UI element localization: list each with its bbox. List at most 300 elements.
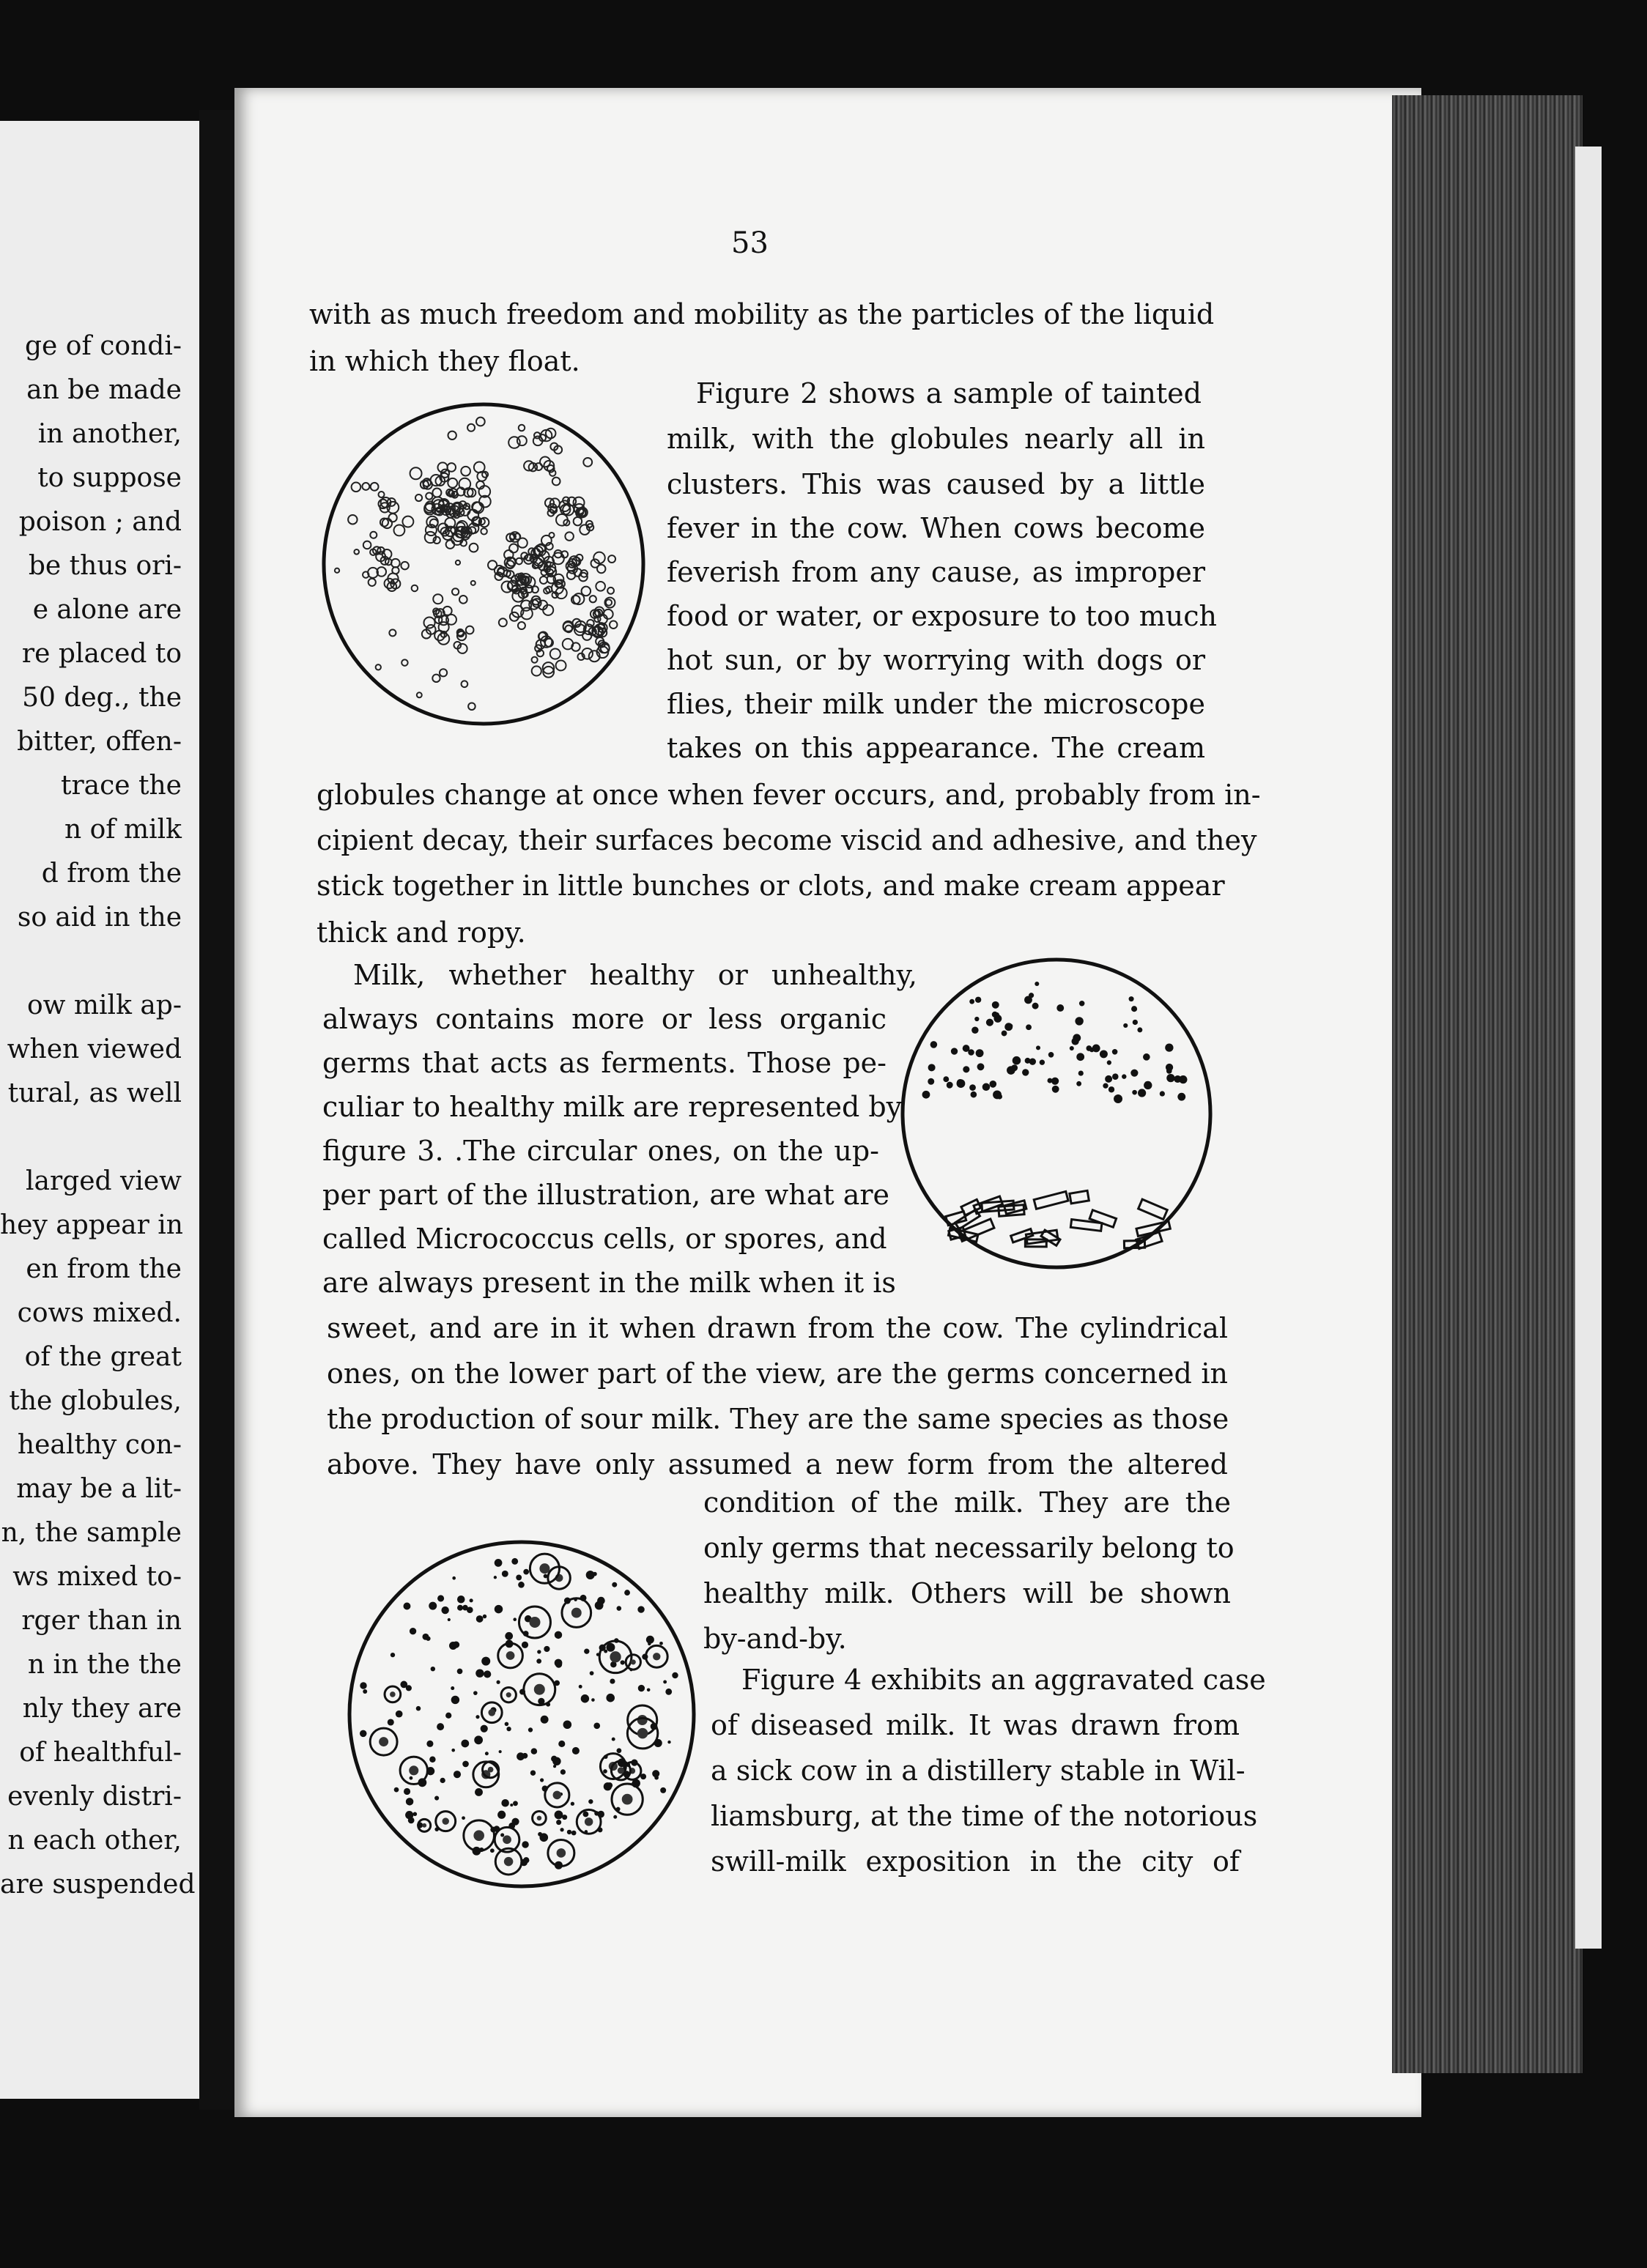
illustration-mark <box>451 1696 459 1704</box>
left-line: nly they are <box>22 1694 182 1724</box>
left-line: be thus ori- <box>28 551 182 581</box>
illustration-mark <box>1029 1058 1036 1064</box>
illustration-mark <box>586 1571 595 1579</box>
illustration-mark <box>1076 1081 1081 1086</box>
illustration-mark <box>506 1692 511 1697</box>
illustration-mark <box>452 1576 456 1580</box>
illustration-mark <box>437 1595 444 1601</box>
illustration-mark <box>412 585 418 592</box>
illustration-mark <box>532 657 538 663</box>
illustration-mark <box>617 1606 622 1611</box>
illustration-mark <box>618 1767 624 1774</box>
illustration-mark <box>582 631 591 640</box>
illustration-mark <box>951 1048 958 1054</box>
left-line: cows mixed. <box>17 1298 182 1328</box>
illustration-mark <box>654 1776 659 1780</box>
illustration-mark <box>388 1719 394 1725</box>
illustration-mark <box>579 1685 582 1689</box>
illustration-mark <box>494 1576 497 1579</box>
illustration-mark <box>504 1857 513 1866</box>
illustration-mark <box>1075 1017 1083 1025</box>
illustration-mark <box>429 1602 437 1610</box>
illustration-mark <box>608 555 615 563</box>
text-line: Milk, whether healthy or unhealthy, <box>353 959 917 991</box>
illustration-mark <box>1123 1023 1128 1028</box>
illustration-mark <box>497 1811 506 1819</box>
illustration-mark <box>986 1019 993 1026</box>
left-line: an be made <box>26 375 182 405</box>
illustration-mark <box>665 1689 672 1695</box>
illustration-mark <box>467 1606 473 1613</box>
illustration-mark <box>473 1691 478 1695</box>
illustration-mark <box>572 1747 580 1754</box>
illustration-mark <box>553 1765 556 1768</box>
illustration-mark <box>606 1694 615 1702</box>
illustration-mark <box>1048 1078 1053 1083</box>
left-line: to suppose <box>37 463 182 493</box>
illustration-mark <box>371 483 379 491</box>
illustration-mark <box>448 478 457 488</box>
text-line: food or water, or exposure to too much <box>667 600 1217 632</box>
illustration-mark <box>969 999 974 1004</box>
illustration-mark <box>555 1810 563 1819</box>
illustration-mark <box>553 1791 562 1800</box>
illustration-mark <box>406 1685 412 1691</box>
left-line: when viewed <box>7 1034 182 1064</box>
illustration-mark <box>500 1833 504 1837</box>
illustration-mark <box>590 596 596 602</box>
illustration-mark <box>451 1686 454 1690</box>
illustration-mark <box>390 1691 396 1697</box>
illustration-mark <box>456 560 460 565</box>
illustration-mark <box>522 1753 528 1759</box>
illustration-mark <box>422 1823 426 1828</box>
illustration-mark <box>1052 1086 1059 1093</box>
left-line: n each other, <box>7 1826 182 1856</box>
illustration-mark <box>481 528 486 534</box>
text-line: a sick cow in a distillery stable in Wil- <box>711 1754 1246 1787</box>
illustration-mark <box>410 1776 413 1780</box>
illustration-mark <box>993 1090 1002 1099</box>
illustration-mark <box>560 1828 563 1831</box>
illustration-mark <box>546 562 550 566</box>
left-line: en from the <box>26 1254 182 1284</box>
left-line: trace the <box>60 771 182 801</box>
illustration-mark <box>922 1091 930 1099</box>
illustration-mark <box>405 1811 413 1819</box>
text-line: healthy milk. Others will be shown <box>703 1577 1231 1609</box>
illustration-mark <box>543 605 553 615</box>
left-line: of the great <box>24 1342 182 1372</box>
illustration-mark <box>557 1848 566 1858</box>
illustration-mark <box>471 581 475 585</box>
illustration-mark <box>516 558 522 565</box>
text-line: flies, their milk under the microscope <box>667 688 1205 720</box>
text-line: globules change at once when fever occurs, and, probably from in- <box>317 779 1261 811</box>
illustration-mark <box>648 1642 651 1645</box>
illustration-mark <box>363 541 371 549</box>
illustration-mark <box>499 618 507 626</box>
illustration-mark <box>930 1041 938 1048</box>
left-page-text <box>0 0 199 2268</box>
illustration-mark <box>1144 1081 1152 1089</box>
illustration-mark <box>587 620 593 626</box>
text-line: sweet, and are in it when drawn from the cow. The cylindrical <box>327 1312 1228 1344</box>
text-line: stick together in little bunches or clots, and make cream appear <box>317 870 1225 902</box>
illustration-mark <box>1078 1070 1084 1075</box>
illustration-mark <box>447 463 456 472</box>
illustration-mark <box>538 1832 542 1837</box>
illustration-mark <box>552 478 560 486</box>
illustration-mark <box>660 1787 666 1793</box>
illustration-mark <box>1174 1075 1181 1083</box>
illustration-mark <box>622 1794 633 1805</box>
illustration-mark <box>495 1605 503 1613</box>
illustration-mark <box>503 1835 511 1844</box>
illustration-mark <box>454 1771 461 1778</box>
text-line: above. They have only assumed a new form from the altered <box>327 1448 1228 1480</box>
illustration-mark <box>556 1820 561 1825</box>
left-line: ws mixed to- <box>12 1562 182 1592</box>
illustration-mark <box>647 1688 651 1691</box>
illustration-mark <box>452 588 459 595</box>
illustration-mark <box>352 482 361 492</box>
text-line: hot sun, or by worrying with dogs or <box>667 644 1205 676</box>
text-line: swill-milk exposition in the city of <box>711 1845 1240 1878</box>
illustration-mark <box>424 617 435 628</box>
illustration-mark <box>976 1049 984 1057</box>
figure-3-microscope-view <box>895 952 1218 1275</box>
illustration-mark <box>518 622 525 629</box>
illustration-mark <box>537 1816 542 1821</box>
illustration-mark <box>1112 1049 1118 1055</box>
illustration-mark <box>551 1756 557 1762</box>
illustration-mark <box>603 1769 607 1774</box>
left-line: so aid in the <box>17 903 182 933</box>
illustration-mark <box>982 1083 991 1092</box>
illustration-mark <box>506 1727 511 1731</box>
illustration-mark <box>401 562 408 569</box>
illustration-mark <box>563 639 573 649</box>
text-line: clusters. This was caused by a little <box>667 468 1205 500</box>
illustration-mark <box>522 1841 528 1848</box>
illustration-mark <box>523 1569 529 1575</box>
illustration-mark <box>555 1631 562 1639</box>
illustration-mark <box>1072 1037 1079 1045</box>
illustration-mark <box>1092 1045 1100 1053</box>
illustration-mark <box>1040 1060 1045 1065</box>
illustration-mark <box>528 1727 533 1732</box>
illustration-mark <box>565 532 573 540</box>
illustration-mark <box>440 669 447 676</box>
left-line: hey appear in <box>0 1210 183 1240</box>
illustration-mark <box>560 1769 566 1774</box>
illustration-mark <box>1013 1056 1021 1065</box>
illustration-mark <box>1076 1053 1084 1061</box>
illustration-mark <box>391 559 400 568</box>
illustration-mark <box>1160 1091 1165 1096</box>
left-line: bitter, offen- <box>17 727 182 757</box>
illustration-mark <box>1112 1073 1119 1080</box>
illustration-mark <box>558 1741 565 1747</box>
illustration-mark <box>517 436 527 445</box>
illustration-mark <box>1143 1053 1150 1061</box>
illustration-mark <box>474 462 485 472</box>
illustration-mark <box>422 1634 429 1640</box>
illustration-mark <box>989 1081 996 1088</box>
left-line: in another, <box>37 419 182 449</box>
illustration-mark <box>468 703 475 710</box>
illustration-mark <box>401 659 407 665</box>
illustration-mark <box>396 1711 403 1718</box>
illustration-mark <box>516 1575 522 1581</box>
illustration-mark <box>567 1830 571 1834</box>
illustration-mark <box>1131 1006 1137 1012</box>
illustration-mark <box>513 1617 517 1621</box>
illustration-mark <box>1166 1064 1173 1071</box>
illustration-mark <box>969 1084 976 1091</box>
illustration-mark <box>476 1615 484 1623</box>
illustration-mark <box>1002 1031 1007 1037</box>
illustration-mark <box>1114 1094 1122 1103</box>
illustration-mark <box>461 467 470 476</box>
illustration-mark <box>574 497 585 508</box>
illustration-mark <box>591 1698 595 1702</box>
illustration-mark <box>389 629 396 636</box>
illustration-mark <box>1129 996 1134 1001</box>
illustration-mark <box>667 1741 670 1743</box>
illustration-mark <box>335 568 339 573</box>
text-line: feverish from any cause, as improper <box>667 556 1205 588</box>
illustration-mark <box>532 666 541 675</box>
illustration-mark <box>413 1812 418 1816</box>
illustration-mark <box>582 1812 588 1817</box>
illustration-mark <box>567 571 575 579</box>
illustration-mark <box>1109 1086 1114 1092</box>
illustration-mark <box>1165 1044 1173 1052</box>
illustration-mark <box>571 1831 577 1836</box>
illustration-mark <box>513 1801 518 1806</box>
illustration-mark <box>1070 1190 1089 1204</box>
left-line: n, the sample <box>1 1518 182 1548</box>
illustration-mark <box>462 1761 469 1768</box>
text-line: germs that acts as ferments. Those pe- <box>322 1047 887 1079</box>
text-line: thick and ropy. <box>317 916 526 949</box>
text-line: Figure 2 shows a sample of tainted <box>696 377 1202 410</box>
left-line: are suspended <box>0 1869 196 1900</box>
text-line: Figure 4 exhibits an aggravated case <box>741 1664 1266 1696</box>
text-line: by-and-by. <box>703 1623 847 1655</box>
illustration-mark <box>604 1650 607 1653</box>
illustration-mark <box>957 1079 966 1088</box>
illustration-mark <box>426 493 432 500</box>
left-line: rger than in <box>21 1606 182 1636</box>
illustration-mark <box>511 1818 519 1826</box>
illustration-mark <box>612 1738 615 1741</box>
illustration-mark <box>549 533 554 538</box>
illustration-mark <box>1048 1052 1054 1058</box>
illustration-mark <box>476 418 485 426</box>
illustration-mark <box>582 1699 586 1702</box>
illustration-mark <box>499 1750 502 1753</box>
text-line: milk, with the globules nearly all in <box>667 423 1205 455</box>
illustration-mark <box>659 1642 663 1645</box>
illustration-mark <box>506 1651 515 1660</box>
illustration-mark <box>459 596 467 604</box>
left-line: n of milk <box>64 815 182 845</box>
illustration-mark <box>534 1684 545 1695</box>
illustration-mark <box>550 648 560 659</box>
illustration-mark <box>1035 982 1039 986</box>
illustration-mark <box>540 577 547 584</box>
illustration-mark <box>1022 1069 1029 1075</box>
text-line: called Micrococcus cells, or spores, and <box>322 1223 887 1255</box>
text-line: fever in the cow. When cows become <box>667 512 1205 544</box>
text-line: only germs that necessarily belong to <box>703 1532 1235 1564</box>
figure-4-microscope-view <box>338 1531 705 1897</box>
illustration-mark <box>1177 1093 1185 1101</box>
illustration-mark <box>495 1559 503 1567</box>
illustration-mark <box>379 1737 388 1746</box>
illustration-mark <box>544 1646 549 1652</box>
left-line: ow milk ap- <box>26 990 182 1020</box>
illustration-mark <box>1132 1090 1137 1095</box>
illustration-mark <box>928 1078 934 1085</box>
text-line: in which they float. <box>309 345 580 377</box>
illustration-mark <box>403 1603 410 1610</box>
illustration-mark <box>457 1605 463 1611</box>
page-edges <box>1392 95 1583 2073</box>
illustration-mark <box>624 1590 630 1596</box>
text-line: with as much freedom and mobility as the particles of the liquid <box>309 298 1215 330</box>
illustration-mark <box>481 1657 490 1666</box>
illustration-mark <box>631 1659 636 1664</box>
illustration-mark <box>531 1748 538 1754</box>
illustration-mark <box>360 1682 366 1689</box>
illustration-mark <box>505 1632 513 1640</box>
text-line: per part of the illustration, are what are <box>322 1179 890 1211</box>
illustration-mark <box>1122 1074 1126 1078</box>
left-line: poison ; and <box>18 507 182 537</box>
illustration-mark <box>441 1606 448 1614</box>
page-edge-strip <box>1575 147 1602 1949</box>
illustration-mark <box>389 514 397 522</box>
text-line: of diseased milk. It was drawn from <box>711 1709 1240 1741</box>
text-line: always contains more or less organic <box>322 1003 887 1035</box>
illustration-mark <box>488 1709 495 1716</box>
illustration-mark <box>474 1735 483 1744</box>
illustration-mark <box>1034 1191 1068 1209</box>
illustration-mark <box>354 549 359 555</box>
illustration-mark <box>363 1689 367 1694</box>
illustration-mark <box>453 1641 459 1648</box>
illustration-mark <box>663 1680 667 1683</box>
illustration-mark <box>590 1671 594 1675</box>
illustration-mark <box>457 1669 463 1675</box>
illustration-mark <box>585 1817 593 1826</box>
text-line: the production of sour milk. They are the same species as those <box>327 1403 1229 1435</box>
illustration-mark <box>459 478 470 490</box>
illustration-mark <box>1138 1089 1146 1097</box>
illustration-mark <box>1139 1199 1168 1219</box>
illustration-mark <box>443 1817 449 1824</box>
illustration-mark <box>1036 1045 1040 1050</box>
illustration-mark <box>588 1799 593 1804</box>
illustration-mark <box>977 1063 985 1070</box>
illustration-mark <box>943 1076 949 1082</box>
illustration-mark <box>1079 1001 1085 1007</box>
illustration-mark <box>475 1788 483 1796</box>
illustration-mark <box>530 1770 536 1775</box>
illustration-mark <box>1056 1004 1064 1012</box>
illustration-mark <box>1103 1083 1108 1088</box>
left-line: the globules, <box>9 1386 182 1416</box>
illustration-mark <box>445 1713 451 1719</box>
illustration-mark <box>518 1582 525 1588</box>
illustration-mark <box>610 621 617 629</box>
left-line: ge of condi- <box>25 331 182 361</box>
illustration-mark <box>537 1650 541 1653</box>
illustration-mark <box>522 1642 528 1648</box>
illustration-mark <box>992 1001 999 1009</box>
illustration-mark <box>402 516 413 527</box>
illustration-mark <box>466 626 474 634</box>
illustration-mark <box>606 599 612 605</box>
illustration-mark <box>433 594 443 604</box>
illustration-mark <box>617 1748 622 1753</box>
illustration-mark <box>519 425 525 431</box>
illustration-mark <box>410 467 422 479</box>
illustration-mark <box>462 681 468 687</box>
illustration-mark <box>549 470 555 475</box>
illustration-mark <box>540 1778 544 1782</box>
illustration-mark <box>621 1660 625 1664</box>
illustration-mark <box>437 1723 444 1730</box>
illustration-mark <box>563 1720 572 1729</box>
left-line: tural, as well <box>7 1078 182 1108</box>
illustration-mark <box>571 1608 582 1618</box>
illustration-mark <box>475 1715 479 1719</box>
illustration-mark <box>511 1558 518 1565</box>
illustration-mark <box>409 1765 418 1775</box>
illustration-mark <box>607 1782 612 1788</box>
illustration-mark <box>378 492 384 497</box>
illustration-mark <box>1105 1075 1112 1083</box>
text-line: are always present in the milk when it is <box>322 1267 896 1299</box>
illustration-mark <box>637 1606 644 1612</box>
illustration-mark <box>370 532 377 538</box>
text-line: takes on this appearance. The cream <box>667 732 1205 764</box>
illustration-mark <box>415 494 422 501</box>
illustration-mark <box>432 675 440 682</box>
illustration-mark <box>481 1725 488 1732</box>
text-line: condition of the milk. They are the <box>703 1486 1231 1519</box>
illustration-mark <box>404 1788 410 1795</box>
illustration-mark <box>1107 1060 1111 1064</box>
illustration-mark <box>610 1651 621 1662</box>
illustration-mark <box>1029 993 1034 998</box>
illustration-mark <box>963 1066 969 1072</box>
illustration-mark <box>947 1082 953 1089</box>
illustration-mark <box>509 544 518 553</box>
left-line: evenly distri- <box>7 1782 182 1812</box>
illustration-mark <box>369 579 376 586</box>
illustration-mark <box>1007 1066 1015 1075</box>
left-line: may be a lit- <box>16 1474 182 1504</box>
illustration-mark <box>595 1601 604 1610</box>
illustration-mark <box>1008 1023 1013 1029</box>
left-line: of healthful- <box>19 1738 182 1768</box>
